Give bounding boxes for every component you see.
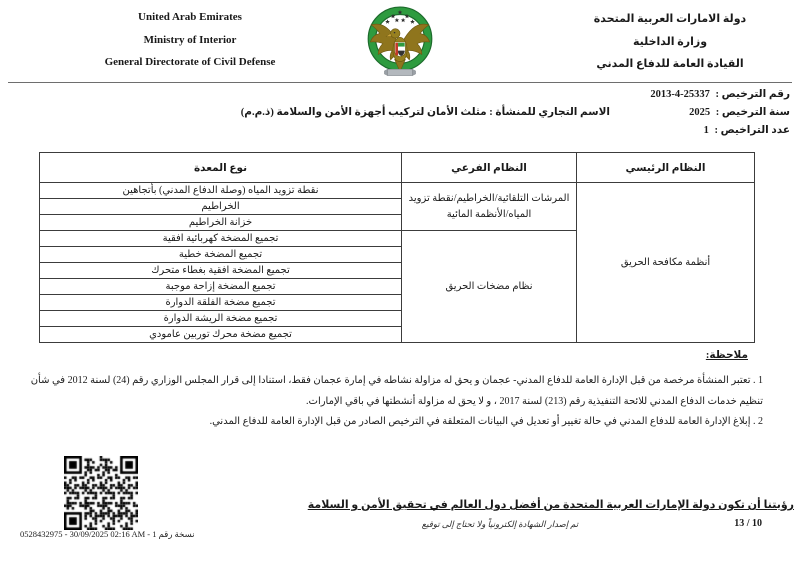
- main-system-cell: أنظمة مكافحة الحريق: [577, 183, 755, 343]
- sub-system-cell: نظام مضخات الحريق: [402, 231, 577, 343]
- note-item-2: 2 . إبلاغ الإدارة العامة للدفاع المدني في حالة تغيير أو تعديل في البيانات المتعلقة في الترخيص الصادر من قبل الإدارة العامة للدفاع المدني.: [209, 416, 763, 427]
- header-en-line1: United Arab Emirates: [138, 11, 242, 23]
- equipment-cell: تجميع المضخة كهربائية افقية: [40, 231, 402, 247]
- license-count-value: 1: [703, 125, 709, 136]
- license-number-row: [650, 88, 790, 100]
- equipment-cell: تجميع مضخة الفلقة الدوارة: [40, 295, 402, 311]
- systems-table: [39, 152, 755, 343]
- sub-system-cell: المرشات التلقائية/الخراطيم/نقطة تزويد المياه/الأنظمة المائية: [402, 183, 577, 231]
- note-item-1: 1 . تعتبر المنشأة مرخصة من قبل الإدارة العامة للدفاع المدني- عجمان و يحق له مزاولة نشاطه في إمارة عجمان فقط، استنادا إلى قرار المجلس الوزاري رقم (24) لسنة 2012 في شأن تنظيم خدمات الدفاع المدني للائحة التنفيذية رقم (213) لسنة 2017 ، و لا يحق له مزاولة أنشطتها في باقي الإمارات.: [30, 375, 763, 407]
- notes-title: ملاحظة:: [705, 350, 748, 361]
- uae-moi-eagle-emblem-icon: [357, 3, 443, 81]
- equipment-cell: تجميع المضخة افقية بغطاء متحرك: [40, 263, 402, 279]
- header-ar-line3: القيادة العامة للدفاع المدني: [596, 58, 744, 70]
- page-number: 13 / 10: [734, 518, 762, 529]
- equipment-cell: تجميع المضخة إزاحة موجبة: [40, 279, 402, 295]
- license-year-label: سنة الترخيص :: [715, 107, 790, 118]
- equipment-cell: تجميع مضخة محرك توربين عامودي: [40, 327, 402, 343]
- equipment-cell: نقطة تزويد المياه (وصلة الدفاع المدني) بأتجاهين: [40, 183, 402, 199]
- table-row: [40, 183, 755, 199]
- equipment-cell: خزانة الخراطيم: [40, 215, 402, 231]
- col-header-sub-system: النظام الفرعي: [402, 153, 577, 183]
- systems-table-body: [40, 183, 755, 343]
- vision-statement: رؤيتنا أن تكون دولة الإمارات العربية المتحدة من أفضل دول العالم في تحقيق الأمن و السلامة: [307, 499, 794, 511]
- license-year-value: 2025: [689, 107, 711, 118]
- header-english: [90, 6, 290, 74]
- electronic-issue-note: تم إصدار الشهادة إلكترونياً ولا تحتاج إلى توقيع: [421, 519, 579, 529]
- col-header-main-system: النظام الرئيسي: [577, 153, 755, 183]
- equipment-cell: تجميع المضخة خطية: [40, 247, 402, 263]
- license-year-row: [689, 106, 790, 118]
- equipment-cell: الخراطيم: [40, 199, 402, 215]
- emblem-flag-shield: [395, 42, 406, 57]
- emblem-scroll: [384, 69, 415, 75]
- header-en-line3: General Directorate of Civil Defense: [104, 56, 276, 68]
- header-en-line2: Ministry of Interior: [143, 33, 237, 46]
- license-count-row: [704, 124, 790, 136]
- header-divider: [8, 82, 792, 83]
- table-header-row: [40, 153, 755, 183]
- header-ar-line2: وزارة الداخلية: [632, 35, 708, 48]
- equipment-cell: تجميع مضخة الريشة الدوارة: [40, 311, 402, 327]
- qr-code: [64, 456, 138, 530]
- trade-name: الاسم التجاري للمنشأة : مثلث الأمان لتركيب أجهزة الأمن والسلامة (ذ.م.م): [240, 107, 610, 118]
- license-count-label: عدد التراخيص :: [714, 125, 790, 136]
- license-number-value: 25337-4-2013: [650, 89, 710, 100]
- emblem-eagle: [370, 24, 429, 72]
- copy-number-line: 0528432975 - 30/09/2025 02:16 AM - 1 نسخة رقم: [20, 529, 195, 539]
- header-ar-line1: دولة الامارات العربية المتحدة: [593, 13, 747, 25]
- header-arabic: [560, 8, 780, 76]
- col-header-equipment-type: نوع المعدة: [40, 153, 402, 183]
- license-number-label: رقم الترخيص :: [715, 89, 790, 100]
